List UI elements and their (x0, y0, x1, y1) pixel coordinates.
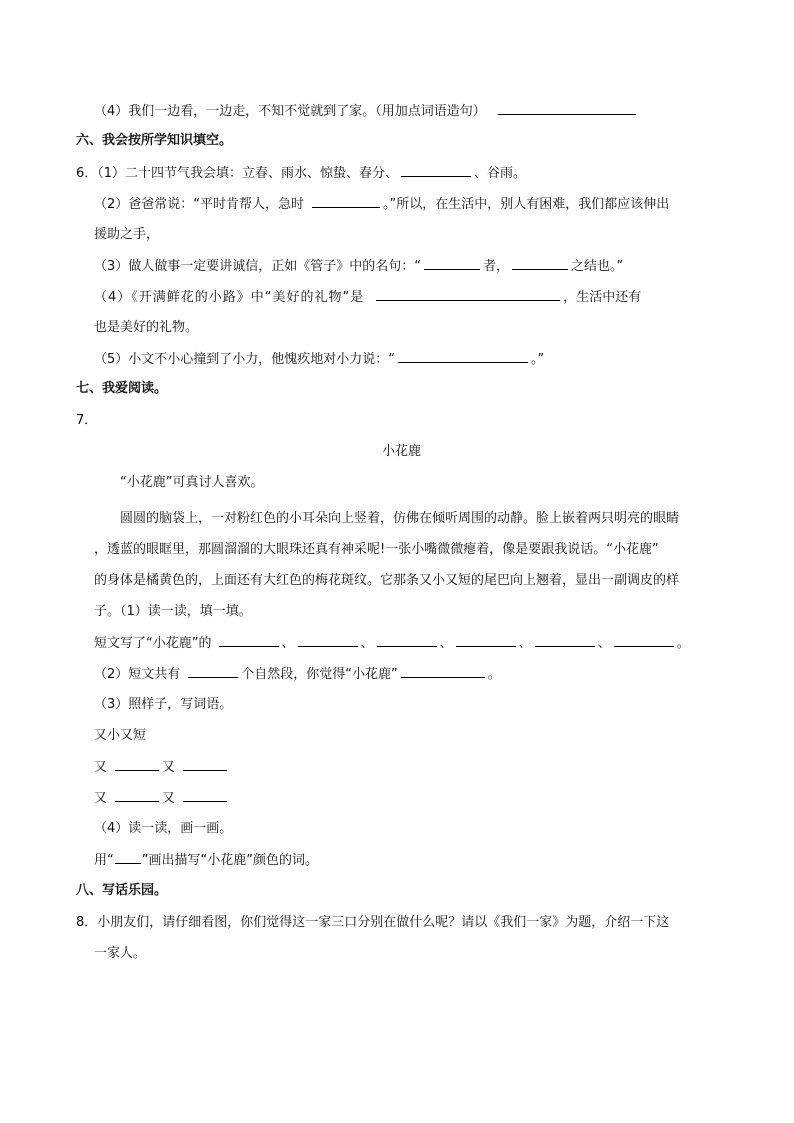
end-mark: 。 (676, 636, 690, 651)
passage-para-1: “小花鹿”可真讨人喜欢。 (120, 475, 264, 490)
q7-number: 7． (76, 413, 98, 428)
pattern-you: 又 (94, 791, 108, 806)
q6-4-text: （4）《开满鲜花的小路》中“美好的礼物”是 (94, 290, 365, 305)
q6-5-text: （5）小文不小心撞到了小力，他愧疚地对小力说：“ (94, 352, 396, 367)
answer-blank[interactable] (376, 288, 560, 301)
passage-title: 小花鹿 (382, 444, 422, 459)
q6-4-line (94, 288, 641, 307)
q7-2-line (94, 665, 501, 684)
section-6-heading: 六、我会按所学知识填空。 (76, 133, 233, 148)
answer-blank[interactable] (115, 758, 159, 771)
q6-5-tail: 。” (531, 352, 545, 367)
separator: 、 (597, 636, 611, 651)
underline-sample (115, 851, 141, 864)
answer-blank[interactable] (614, 634, 674, 647)
q7-3-line: （3）照样子，写词语。 (94, 697, 233, 712)
answer-blank[interactable] (298, 634, 358, 647)
q5-4-text: （4）我们一边看，一边走，不知不觉就到了家。（用加点词语造句） (94, 104, 486, 119)
answer-blank[interactable] (401, 164, 471, 177)
q7-1-fill-line (94, 634, 690, 653)
separator: 、 (281, 636, 295, 651)
q7-4-instruction (94, 851, 318, 870)
q6-3-line (94, 257, 623, 276)
pattern-row-1 (94, 758, 230, 777)
separator: 、 (360, 636, 374, 651)
q5-4-line (94, 102, 639, 121)
answer-blank[interactable] (115, 789, 159, 802)
answer-blank[interactable] (219, 634, 279, 647)
passage-para-2-line-2: ，透蓝的眼眶里，那圆溜溜的大眼珠还真有神采呢!一张小嘴微微瘪着，像是要跟我说话。“小花鹿” (94, 542, 659, 557)
passage-para-2-line-3: 的身体是橘黄色的，上面还有大红色的梅花斑纹。它那条又小又短的尾巴向上翘着，显出一副调皮的样 (94, 573, 680, 588)
section-8-heading: 八、写话乐园。 (76, 883, 168, 898)
answer-blank[interactable] (401, 665, 485, 678)
q6-2-text: （2）爸爸常说：“平时肯帮人，急时 (94, 197, 305, 212)
pattern-row-2 (94, 789, 230, 808)
q8-line-1: 8．小朋友们，请仔细看图，你们觉得这一家三口分别在做什么呢？请以《我们一家》为题，介绍一下这 (76, 915, 670, 930)
instruction-tail: ”画出描写“小花鹿”颜色的词。 (141, 853, 318, 868)
section-7-heading: 七、我爱阅读。 (76, 381, 168, 396)
q6-3-mid: 者， (483, 259, 510, 274)
separator: 、 (518, 636, 532, 651)
q6-3-tail: 之结也。” (571, 259, 624, 274)
q7-1-text: 短文写了“小花鹿”的 (94, 636, 212, 651)
passage-para-2-line-1: 圆圆的脑袋上，一对粉红色的小耳朵向上竖着，仿佛在倾听周围的动静。脸上嵌着两只明亮的眼睛 (120, 511, 680, 526)
answer-blank[interactable] (183, 789, 227, 802)
pattern-you: 又 (162, 791, 176, 806)
answer-blank[interactable] (535, 634, 595, 647)
answer-blank[interactable] (456, 634, 516, 647)
q6-2-line (94, 195, 669, 214)
answer-blank[interactable] (183, 758, 227, 771)
q7-2-tail: 。 (487, 667, 501, 682)
example-word: 又小又短 (94, 728, 147, 743)
q7-2-mid: 个自然段，你觉得“小花鹿” (241, 667, 398, 682)
q6-3-text: （3）做人做事一定要讲诚信，正如《管子》中的名句：“ (94, 259, 422, 274)
answer-blank[interactable] (377, 634, 437, 647)
answer-blank[interactable] (398, 350, 528, 363)
q6-1-line (76, 164, 526, 183)
q8-line-2: 一家人。 (94, 946, 147, 961)
q6-4-cont: 也是美好的礼物。 (94, 320, 199, 335)
q6-5-line (94, 350, 544, 369)
answer-blank[interactable] (512, 257, 568, 270)
q6-1-text: 6．（1）二十四节气我会填：立春、雨水、惊蛰、春分、 (76, 166, 399, 181)
separator: 、 (439, 636, 453, 651)
pattern-you: 又 (94, 760, 108, 775)
q6-2-tail: 。”所以，在生活中，别人有困难，我们都应该伸出 (383, 197, 670, 212)
answer-blank[interactable] (498, 102, 636, 115)
answer-blank[interactable] (312, 195, 380, 208)
passage-para-2-line-4: 子。（1）读一读，填一填。 (94, 604, 252, 619)
q6-4-tail: ，生活中还有 (563, 290, 642, 305)
pattern-you: 又 (162, 760, 176, 775)
answer-blank[interactable] (424, 257, 480, 270)
answer-blank[interactable] (188, 665, 238, 678)
q6-1-tail: 、谷雨。 (474, 166, 527, 181)
q7-4-line: （4）读一读，画一画。 (94, 821, 233, 836)
instruction-head: 用“ (94, 853, 114, 868)
q7-2-text: （2）短文共有 (94, 667, 181, 682)
q6-2-cont: 援助之手， (94, 227, 160, 242)
